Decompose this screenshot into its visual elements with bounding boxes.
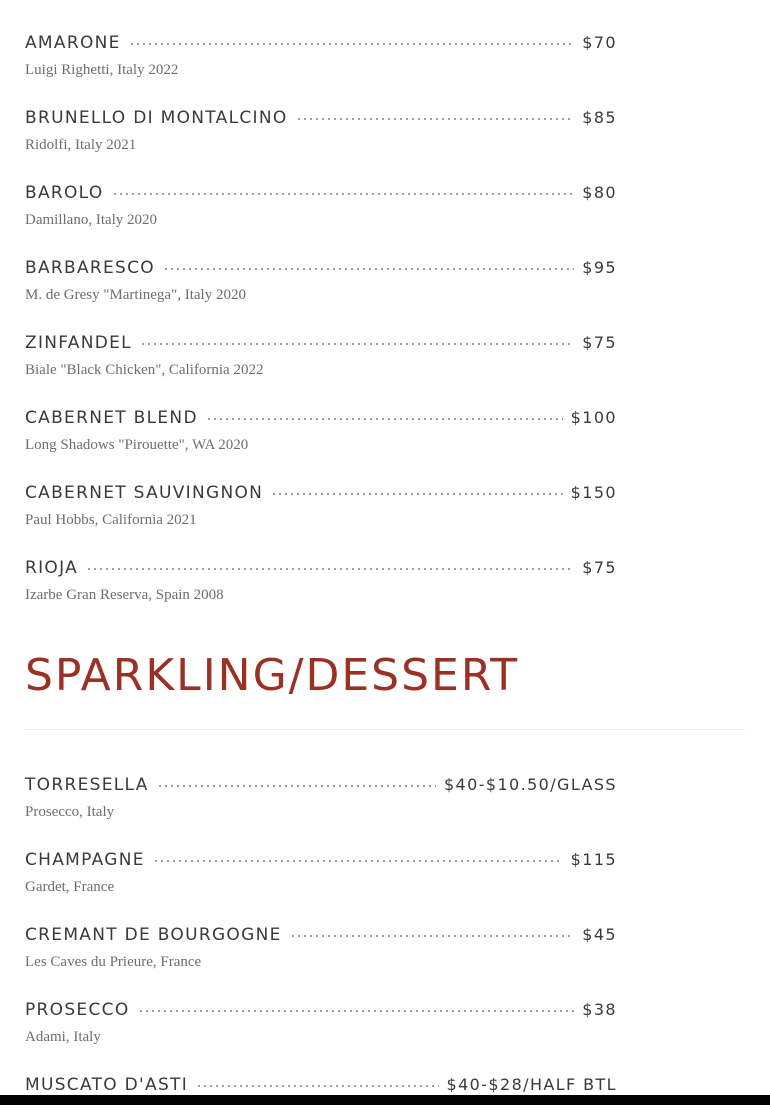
item-description: Izarbe Gran Reserva, Spain 2008 xyxy=(25,587,224,603)
menu-item xyxy=(25,300,745,378)
dot-leader xyxy=(157,784,436,788)
item-description: Prosecco, Italy xyxy=(25,804,115,820)
menu-item-row xyxy=(25,183,617,203)
item-description: Paul Hobbs, California 2021 xyxy=(25,512,197,528)
item-price: $85 xyxy=(582,108,617,127)
item-description: M. de Gresy "Martinega", Italy 2020 xyxy=(25,287,246,303)
item-price: $150 xyxy=(570,483,617,502)
item-description: Ridolfi, Italy 2021 xyxy=(25,137,137,153)
section-divider xyxy=(25,729,745,730)
item-name: CREMANT DE BOURGOGNE xyxy=(25,925,282,945)
dot-leader xyxy=(290,934,575,938)
item-name: BARBARESCO xyxy=(25,258,155,278)
item-name: RIOJA xyxy=(25,558,79,578)
dot-leader xyxy=(206,417,563,421)
item-name: BRUNELLO DI MONTALCINO xyxy=(25,108,288,128)
menu-item-row xyxy=(25,1075,617,1095)
menu-item xyxy=(25,967,745,1045)
menu-item-row xyxy=(25,1000,617,1020)
menu-item xyxy=(25,817,745,895)
menu-item-row xyxy=(25,108,617,128)
item-name: ZINFANDEL xyxy=(25,333,132,353)
menu-item-row xyxy=(25,483,617,503)
dot-leader xyxy=(112,192,575,196)
dot-leader xyxy=(153,859,563,863)
dot-leader xyxy=(163,267,574,271)
item-description: Biale "Black Chicken", California 2022 xyxy=(25,362,264,378)
item-price: $38 xyxy=(582,1000,617,1019)
menu-item xyxy=(25,0,745,78)
menu-item-row xyxy=(25,333,617,353)
dot-leader xyxy=(138,1009,575,1013)
item-name: MUSCATO D'ASTI xyxy=(25,1075,189,1095)
item-name: AMARONE xyxy=(25,33,121,53)
dot-leader xyxy=(140,342,574,346)
menu-item-row xyxy=(25,850,617,870)
dot-leader xyxy=(196,1084,438,1088)
menu-item xyxy=(25,742,745,820)
item-price: $100 xyxy=(570,408,617,427)
menu-item xyxy=(25,225,745,303)
menu-item-row xyxy=(25,775,617,795)
item-price: $75 xyxy=(582,333,617,352)
menu-item xyxy=(25,75,745,153)
red-wine-list xyxy=(25,0,745,603)
item-description: Luigi Righetti, Italy 2022 xyxy=(25,62,179,78)
item-name: CABERNET BLEND xyxy=(25,408,198,428)
item-price: $40-$10.50/GLASS xyxy=(443,775,617,794)
bottom-edge-bar xyxy=(0,1095,770,1105)
item-description: Adami, Italy xyxy=(25,1029,101,1045)
item-description: Gardet, France xyxy=(25,879,115,895)
menu-item xyxy=(25,1042,745,1117)
item-description: Long Shadows "Pirouette", WA 2020 xyxy=(25,437,249,453)
menu-item xyxy=(25,375,745,453)
menu-item-row xyxy=(25,408,617,428)
sparkling-wine-list xyxy=(25,742,745,1117)
item-name: CHAMPAGNE xyxy=(25,850,145,870)
item-name: CABERNET SAUVINGNON xyxy=(25,483,264,503)
menu-item xyxy=(25,450,745,528)
dot-leader xyxy=(129,42,575,46)
item-price: $80 xyxy=(582,183,617,202)
menu-item xyxy=(25,525,745,603)
item-price: $45 xyxy=(582,925,617,944)
item-price: $70 xyxy=(582,33,617,52)
section-title: SPARKLING/DESSERT xyxy=(25,650,520,701)
item-price: $115 xyxy=(570,850,617,869)
dot-leader xyxy=(86,567,574,571)
item-description: Damillano, Italy 2020 xyxy=(25,212,158,228)
menu-item xyxy=(25,150,745,228)
menu-item-row xyxy=(25,925,617,945)
item-price: $75 xyxy=(582,558,617,577)
menu-item-row xyxy=(25,33,617,53)
item-price: $95 xyxy=(582,258,617,277)
item-name: BAROLO xyxy=(25,183,104,203)
dot-leader xyxy=(271,492,562,496)
dot-leader xyxy=(296,117,575,121)
item-price: $40-$28/HALF BTL xyxy=(446,1075,617,1094)
item-description: Les Caves du Prieure, France xyxy=(25,954,202,970)
menu-item-row xyxy=(25,258,617,278)
menu-item xyxy=(25,892,745,970)
item-name: PROSECCO xyxy=(25,1000,130,1020)
menu-item-row xyxy=(25,558,617,578)
item-name: TORRESELLA xyxy=(25,775,149,795)
